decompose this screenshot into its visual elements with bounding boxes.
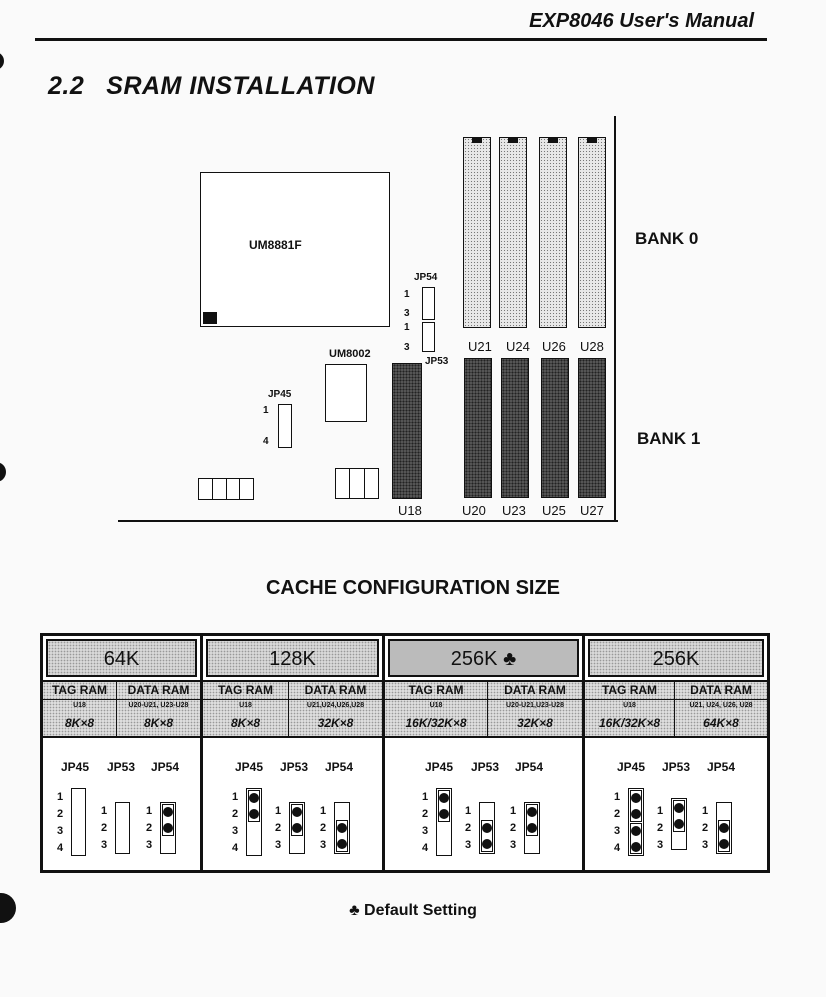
label-u23: U23 bbox=[502, 503, 526, 518]
jp54-col-label: JP54 bbox=[707, 760, 736, 774]
ram-row bbox=[43, 680, 200, 738]
pin-num: 3 bbox=[100, 839, 108, 851]
pin-dot bbox=[631, 842, 641, 852]
pin-num: 1 bbox=[464, 805, 472, 817]
tag-ram-chip: U18 bbox=[623, 702, 636, 709]
jumper-settings bbox=[385, 738, 582, 870]
config-size bbox=[388, 639, 579, 677]
pin-num: 2 bbox=[274, 822, 282, 834]
jp53-block bbox=[115, 802, 130, 854]
pin-num: 1 bbox=[701, 805, 709, 817]
jp45-jumper bbox=[278, 404, 292, 448]
pin-num: 4 bbox=[231, 842, 239, 854]
pin-num: 2 bbox=[701, 822, 709, 834]
socket-u21 bbox=[463, 137, 491, 328]
jp53-col-label: JP53 bbox=[471, 760, 500, 774]
pin-num: 1 bbox=[319, 805, 327, 817]
pin-num: 3 bbox=[613, 825, 621, 837]
jp54-col-label: JP54 bbox=[515, 760, 544, 774]
jp53-col-label: JP53 bbox=[662, 760, 691, 774]
config-128k bbox=[203, 636, 385, 870]
pin-dot bbox=[163, 807, 173, 817]
data-ram-chips: U20-U21,U23-U28 bbox=[506, 702, 564, 709]
jp54-pin-3: 3 bbox=[404, 308, 410, 319]
data-ram-chips: U21, U24, U26, U28 bbox=[689, 702, 753, 709]
pin-num: 1 bbox=[421, 791, 429, 803]
um8881f-chip bbox=[200, 172, 390, 327]
pin-dot bbox=[719, 823, 729, 833]
section-number: 2.2 bbox=[48, 72, 85, 100]
data-ram-size: 64K×8 bbox=[703, 716, 739, 730]
bank1-label: BANK 1 bbox=[637, 429, 701, 448]
pin-num: 3 bbox=[656, 839, 664, 851]
data-ram-size: 32K×8 bbox=[317, 716, 354, 730]
jumper-settings bbox=[43, 738, 200, 870]
socket-u26 bbox=[539, 137, 567, 328]
data-ram-cell bbox=[675, 682, 767, 736]
jumper-settings bbox=[585, 738, 767, 870]
um8002-label: UM8002 bbox=[329, 348, 371, 360]
data-ram-header: DATA RAM bbox=[117, 682, 200, 700]
data-ram-header: DATA RAM bbox=[289, 682, 382, 700]
data-ram-cell bbox=[117, 682, 200, 736]
jp45-block bbox=[71, 788, 86, 856]
pin-num: 1 bbox=[509, 805, 517, 817]
ram-row bbox=[385, 680, 582, 738]
pin-dot bbox=[631, 809, 641, 819]
pin-num: 2 bbox=[100, 822, 108, 834]
ram-row bbox=[203, 680, 382, 738]
pin-dot bbox=[719, 839, 729, 849]
socket-u24 bbox=[499, 137, 527, 328]
pin-dot bbox=[527, 823, 537, 833]
socket-u18 bbox=[392, 363, 422, 499]
pin-num: 2 bbox=[613, 808, 621, 820]
data-ram-chips: U21,U24,U26,U28 bbox=[306, 702, 365, 709]
socket-u28 bbox=[578, 137, 606, 328]
tag-ram-size: 16K/32K×8 bbox=[598, 716, 661, 730]
pin-num: 1 bbox=[274, 805, 282, 817]
pin-num: 2 bbox=[56, 808, 64, 820]
pin-num: 3 bbox=[145, 839, 153, 851]
config-size: 64K bbox=[46, 639, 197, 677]
config-size: 256K bbox=[588, 639, 764, 677]
pin-num: 2 bbox=[231, 808, 239, 820]
pin-num: 3 bbox=[231, 825, 239, 837]
config-64k bbox=[43, 636, 203, 870]
pin-num: 4 bbox=[421, 842, 429, 854]
pin-num: 1 bbox=[656, 805, 664, 817]
jp45-label: JP45 bbox=[268, 389, 292, 400]
pin-num: 3 bbox=[464, 839, 472, 851]
section-title: SRAM INSTALLATION bbox=[106, 72, 375, 100]
tag-ram-chip: U18 bbox=[239, 702, 252, 709]
jp53-label: JP53 bbox=[425, 356, 449, 367]
label-u18: U18 bbox=[398, 503, 422, 518]
default-setting-note bbox=[0, 902, 826, 920]
socket-u27 bbox=[578, 358, 606, 498]
section-heading bbox=[48, 72, 375, 101]
pin-num: 1 bbox=[231, 791, 239, 803]
jp54-col-label: JP54 bbox=[151, 760, 180, 774]
connector-middle bbox=[335, 468, 379, 499]
pin-num: 2 bbox=[464, 822, 472, 834]
tag-ram-header: TAG RAM bbox=[203, 682, 288, 700]
pin-num: 2 bbox=[421, 808, 429, 820]
data-ram-header: DATA RAM bbox=[488, 682, 582, 700]
pin-dot bbox=[249, 793, 259, 803]
jp45-col-label: JP45 bbox=[425, 760, 454, 774]
ram-row bbox=[585, 680, 767, 738]
jp53-col-label: JP53 bbox=[107, 760, 136, 774]
um8881f-label: UM8881F bbox=[249, 238, 302, 252]
pin-dot bbox=[631, 826, 641, 836]
pin-num: 2 bbox=[509, 822, 517, 834]
cache-config-table bbox=[40, 633, 770, 873]
pin-dot bbox=[482, 839, 492, 849]
connector-left bbox=[198, 478, 254, 500]
hole-punch-middle bbox=[0, 462, 6, 482]
pin-dot bbox=[292, 823, 302, 833]
pin-dot bbox=[482, 823, 492, 833]
board-edge-right bbox=[614, 116, 616, 522]
jp54-jumper bbox=[422, 287, 435, 320]
tag-ram-chip: U18 bbox=[73, 702, 86, 709]
tag-ram-chip: U18 bbox=[429, 702, 443, 709]
config-size: 128K bbox=[206, 639, 379, 677]
pin-dot bbox=[631, 793, 641, 803]
config-size-value: 256K bbox=[450, 648, 498, 670]
jp54-col-label: JP54 bbox=[325, 760, 354, 774]
tag-ram-size: 8K×8 bbox=[230, 716, 261, 730]
data-ram-size: 8K×8 bbox=[143, 716, 174, 730]
pin-num: 2 bbox=[319, 822, 327, 834]
tag-ram-cell bbox=[385, 682, 488, 736]
label-u27: U27 bbox=[580, 503, 604, 518]
pin-num: 3 bbox=[319, 839, 327, 851]
jp45-pin-4: 4 bbox=[263, 436, 269, 447]
jp53-jumper bbox=[422, 322, 435, 352]
tag-ram-cell bbox=[585, 682, 675, 736]
pin-num: 3 bbox=[421, 825, 429, 837]
default-marker: ♣ bbox=[503, 648, 517, 670]
cache-config-title: CACHE CONFIGURATION SIZE bbox=[265, 577, 561, 599]
header-rule bbox=[35, 38, 767, 41]
pin-dot bbox=[163, 823, 173, 833]
jp54-label: JP54 bbox=[414, 272, 438, 283]
socket-u20 bbox=[464, 358, 492, 498]
jp45-pin-1: 1 bbox=[263, 405, 269, 416]
tag-ram-cell bbox=[203, 682, 289, 736]
um8002-chip bbox=[325, 364, 367, 422]
socket-u23 bbox=[501, 358, 529, 498]
jumper-settings bbox=[203, 738, 382, 870]
jp53-pin-1: 1 bbox=[404, 322, 410, 333]
pin-num: 1 bbox=[56, 791, 64, 803]
pin-num: 1 bbox=[100, 805, 108, 817]
pin1-marker bbox=[203, 312, 217, 324]
pin-dot bbox=[249, 809, 259, 819]
jp53-pin-3: 3 bbox=[404, 342, 410, 353]
label-u28: U28 bbox=[580, 339, 604, 354]
pin-num: 3 bbox=[56, 825, 64, 837]
data-ram-cell bbox=[289, 682, 382, 736]
jp45-col-label: JP45 bbox=[61, 760, 90, 774]
jp45-col-label: JP45 bbox=[617, 760, 646, 774]
pin-dot bbox=[439, 793, 449, 803]
data-ram-size: 32K×8 bbox=[517, 716, 553, 730]
pin-num: 3 bbox=[509, 839, 517, 851]
tag-ram-size: 8K×8 bbox=[64, 716, 95, 730]
pin-dot bbox=[292, 807, 302, 817]
pin-num: 3 bbox=[701, 839, 709, 851]
jp45-col-label: JP45 bbox=[235, 760, 264, 774]
tag-ram-header: TAG RAM bbox=[385, 682, 487, 700]
pin-dot bbox=[337, 823, 347, 833]
data-ram-cell bbox=[488, 682, 582, 736]
label-u21: U21 bbox=[468, 339, 492, 354]
label-u24: U24 bbox=[506, 339, 530, 354]
config-256k-default bbox=[385, 636, 585, 870]
pin-num: 2 bbox=[145, 822, 153, 834]
pin-num: 3 bbox=[274, 839, 282, 851]
board-edge-bottom bbox=[118, 520, 618, 522]
label-u25: U25 bbox=[542, 503, 566, 518]
club-icon: ♣ bbox=[349, 902, 360, 919]
pin-num: 4 bbox=[613, 842, 621, 854]
data-ram-header: DATA RAM bbox=[675, 682, 767, 700]
pin-dot bbox=[674, 803, 684, 813]
data-ram-chips: U20-U21, U23-U28 bbox=[128, 702, 189, 709]
label-u26: U26 bbox=[542, 339, 566, 354]
default-setting-text: Default Setting bbox=[364, 902, 477, 919]
pin-dot bbox=[337, 839, 347, 849]
tag-ram-header: TAG RAM bbox=[43, 682, 116, 700]
manual-title: EXP8046 User's Manual bbox=[529, 10, 754, 32]
jp53-col-label: JP53 bbox=[280, 760, 309, 774]
pin-num: 1 bbox=[613, 791, 621, 803]
tag-ram-size: 16K/32K×8 bbox=[405, 716, 467, 730]
socket-u25 bbox=[541, 358, 569, 498]
pin-dot bbox=[527, 807, 537, 817]
bank0-label: BANK 0 bbox=[635, 229, 699, 248]
tag-ram-header: TAG RAM bbox=[585, 682, 674, 700]
tag-ram-cell bbox=[43, 682, 117, 736]
pin-dot bbox=[439, 809, 449, 819]
pin-num: 4 bbox=[56, 842, 64, 854]
config-256k-alt bbox=[585, 636, 767, 870]
jp54-pin-1: 1 bbox=[404, 289, 410, 300]
pin-num: 2 bbox=[656, 822, 664, 834]
pin-dot bbox=[674, 819, 684, 829]
label-u20: U20 bbox=[462, 503, 486, 518]
pin-num: 1 bbox=[145, 805, 153, 817]
hole-punch-top bbox=[0, 52, 4, 70]
